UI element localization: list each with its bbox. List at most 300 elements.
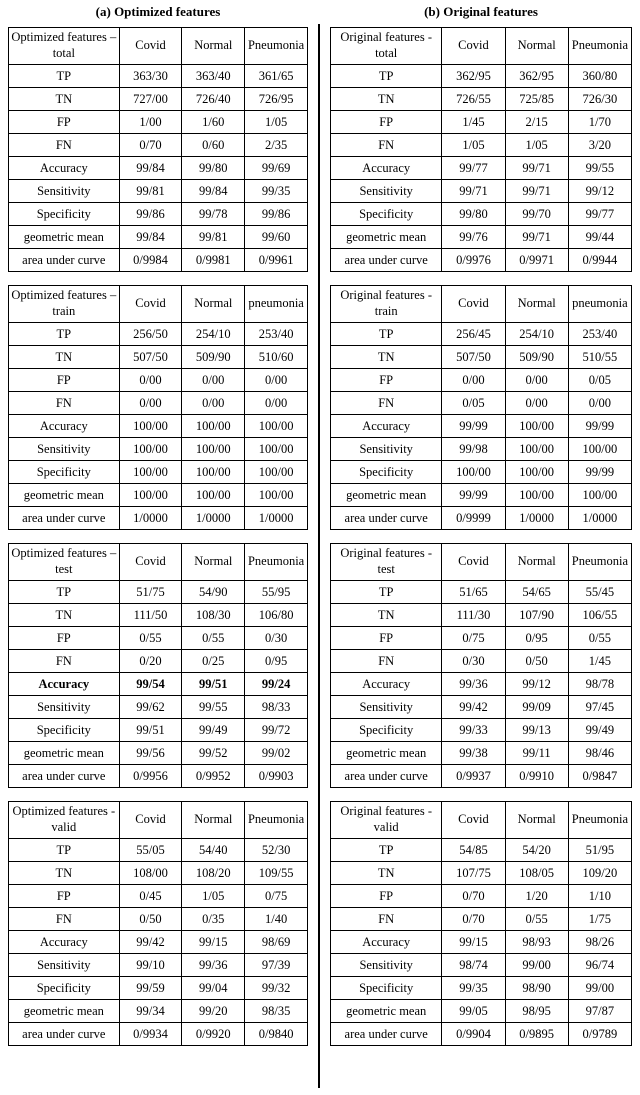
metric-value: 254/10 bbox=[505, 323, 568, 346]
header-row bbox=[9, 28, 308, 65]
metric-value: 1/45 bbox=[442, 111, 505, 134]
metric-value: 99/99 bbox=[442, 484, 505, 507]
results-table-optimized-train bbox=[8, 285, 308, 530]
metric-value: 253/40 bbox=[245, 323, 308, 346]
table-row bbox=[331, 696, 632, 719]
metric-value: 99/24 bbox=[245, 673, 308, 696]
metric-value: 0/05 bbox=[442, 392, 505, 415]
table-row bbox=[9, 111, 308, 134]
table-row bbox=[331, 1023, 632, 1046]
metric-label: TP bbox=[9, 65, 120, 88]
metric-value: 0/95 bbox=[505, 627, 568, 650]
metric-value: 97/87 bbox=[568, 1000, 631, 1023]
metric-value: 111/50 bbox=[119, 604, 182, 627]
metric-value: 55/05 bbox=[119, 839, 182, 862]
metric-label: Accuracy bbox=[331, 415, 442, 438]
metric-value: 99/76 bbox=[442, 226, 505, 249]
metric-value: 100/00 bbox=[119, 461, 182, 484]
metric-value: 100/00 bbox=[182, 484, 245, 507]
table-row bbox=[9, 484, 308, 507]
metric-value: 1/05 bbox=[245, 111, 308, 134]
table-row bbox=[9, 696, 308, 719]
metric-value: 1/60 bbox=[182, 111, 245, 134]
metric-label: area under curve bbox=[331, 765, 442, 788]
metric-value: 1/0000 bbox=[245, 507, 308, 530]
tables-original bbox=[330, 27, 632, 1046]
metric-value: 99/38 bbox=[442, 742, 505, 765]
metric-value: 1/05 bbox=[442, 134, 505, 157]
table-row bbox=[331, 719, 632, 742]
metric-value: 99/52 bbox=[182, 742, 245, 765]
table-row bbox=[9, 507, 308, 530]
metric-value: 109/20 bbox=[568, 862, 631, 885]
metric-value: 100/00 bbox=[119, 484, 182, 507]
metric-value: 99/71 bbox=[505, 226, 568, 249]
metric-value: 99/42 bbox=[119, 931, 182, 954]
metric-value: 108/20 bbox=[182, 862, 245, 885]
metric-value: 99/12 bbox=[505, 673, 568, 696]
table-title: Original features -test bbox=[331, 544, 442, 581]
column-header: Covid bbox=[119, 286, 182, 323]
metric-value: 509/90 bbox=[182, 346, 245, 369]
metric-value: 1/40 bbox=[245, 908, 308, 931]
metric-value: 0/70 bbox=[442, 885, 505, 908]
table-row bbox=[331, 65, 632, 88]
metric-label: geometric mean bbox=[331, 742, 442, 765]
metric-label: FN bbox=[9, 908, 120, 931]
metric-value: 0/30 bbox=[442, 650, 505, 673]
header-row bbox=[331, 286, 632, 323]
metric-value: 107/90 bbox=[505, 604, 568, 627]
metric-value: 0/55 bbox=[182, 627, 245, 650]
table-row bbox=[331, 180, 632, 203]
metric-label: Accuracy bbox=[331, 157, 442, 180]
metric-value: 99/51 bbox=[119, 719, 182, 742]
metric-value: 100/00 bbox=[505, 415, 568, 438]
metric-label: FN bbox=[9, 650, 120, 673]
table-row bbox=[9, 249, 308, 272]
metric-label: Specificity bbox=[331, 977, 442, 1000]
metric-value: 0/9934 bbox=[119, 1023, 182, 1046]
table-row bbox=[9, 862, 308, 885]
metric-value: 52/30 bbox=[245, 839, 308, 862]
panel-original-features bbox=[330, 0, 632, 1059]
metric-value: 726/55 bbox=[442, 88, 505, 111]
metric-value: 1/70 bbox=[568, 111, 631, 134]
metric-value: 362/95 bbox=[442, 65, 505, 88]
table-row bbox=[9, 369, 308, 392]
metric-label: area under curve bbox=[9, 765, 120, 788]
metric-label: geometric mean bbox=[331, 484, 442, 507]
table-row bbox=[9, 226, 308, 249]
metric-label: FP bbox=[9, 627, 120, 650]
metric-value: 256/45 bbox=[442, 323, 505, 346]
metric-label: TP bbox=[331, 323, 442, 346]
metric-value: 99/78 bbox=[182, 203, 245, 226]
table-title: Original features -train bbox=[331, 286, 442, 323]
table-row bbox=[9, 461, 308, 484]
column-header: Normal bbox=[505, 286, 568, 323]
metric-value: 51/65 bbox=[442, 581, 505, 604]
metric-label: geometric mean bbox=[331, 1000, 442, 1023]
metric-value: 726/30 bbox=[568, 88, 631, 111]
metric-value: 0/00 bbox=[119, 369, 182, 392]
metric-value: 100/00 bbox=[245, 438, 308, 461]
metric-label: TN bbox=[331, 346, 442, 369]
table-title: Optimized features –train bbox=[9, 286, 120, 323]
metric-label: Specificity bbox=[331, 461, 442, 484]
metric-value: 99/13 bbox=[505, 719, 568, 742]
table-row bbox=[331, 323, 632, 346]
metric-value: 0/70 bbox=[442, 908, 505, 931]
metric-value: 99/55 bbox=[568, 157, 631, 180]
metric-value: 99/12 bbox=[568, 180, 631, 203]
metric-value: 98/26 bbox=[568, 931, 631, 954]
metric-value: 106/55 bbox=[568, 604, 631, 627]
metric-value: 98/95 bbox=[505, 1000, 568, 1023]
table-row bbox=[331, 157, 632, 180]
metric-value: 100/00 bbox=[182, 461, 245, 484]
metric-value: 108/00 bbox=[119, 862, 182, 885]
metric-value: 361/65 bbox=[245, 65, 308, 88]
metric-value: 99/77 bbox=[568, 203, 631, 226]
table-row bbox=[331, 249, 632, 272]
metric-value: 0/00 bbox=[505, 369, 568, 392]
metric-label: Accuracy bbox=[9, 673, 120, 696]
table-row bbox=[331, 111, 632, 134]
metric-label: Accuracy bbox=[9, 931, 120, 954]
metric-label: geometric mean bbox=[9, 1000, 120, 1023]
metric-label: Specificity bbox=[331, 719, 442, 742]
table-row bbox=[9, 1023, 308, 1046]
metric-label: geometric mean bbox=[9, 484, 120, 507]
metric-value: 0/60 bbox=[182, 134, 245, 157]
metric-value: 98/33 bbox=[245, 696, 308, 719]
header-row bbox=[9, 802, 308, 839]
metric-value: 107/75 bbox=[442, 862, 505, 885]
metric-value: 99/49 bbox=[568, 719, 631, 742]
metric-value: 1/00 bbox=[119, 111, 182, 134]
metric-value: 0/9895 bbox=[505, 1023, 568, 1046]
metric-value: 0/9971 bbox=[505, 249, 568, 272]
metric-value: 0/00 bbox=[568, 392, 631, 415]
metric-value: 0/9789 bbox=[568, 1023, 631, 1046]
metric-label: FP bbox=[331, 369, 442, 392]
metric-value: 0/00 bbox=[245, 392, 308, 415]
metric-value: 0/45 bbox=[119, 885, 182, 908]
table-row bbox=[331, 88, 632, 111]
metric-label: FN bbox=[9, 134, 120, 157]
metric-value: 98/35 bbox=[245, 1000, 308, 1023]
metric-label: FN bbox=[331, 134, 442, 157]
metric-value: 98/46 bbox=[568, 742, 631, 765]
column-header: Covid bbox=[119, 802, 182, 839]
metric-value: 510/55 bbox=[568, 346, 631, 369]
metric-label: TP bbox=[331, 65, 442, 88]
metric-label: TP bbox=[331, 839, 442, 862]
table-row bbox=[9, 180, 308, 203]
metric-value: 0/75 bbox=[442, 627, 505, 650]
metric-value: 0/00 bbox=[442, 369, 505, 392]
metric-value: 99/11 bbox=[505, 742, 568, 765]
metric-label: TN bbox=[9, 862, 120, 885]
metric-value: 0/00 bbox=[245, 369, 308, 392]
table-row bbox=[331, 226, 632, 249]
metric-label: TN bbox=[331, 604, 442, 627]
metric-label: Sensitivity bbox=[331, 696, 442, 719]
metric-label: FN bbox=[331, 392, 442, 415]
metric-value: 1/20 bbox=[505, 885, 568, 908]
metric-value: 99/00 bbox=[568, 977, 631, 1000]
metric-label: TN bbox=[9, 604, 120, 627]
table-row bbox=[9, 203, 308, 226]
metric-value: 99/42 bbox=[442, 696, 505, 719]
table-row bbox=[331, 765, 632, 788]
metric-label: TN bbox=[331, 862, 442, 885]
table-row bbox=[331, 673, 632, 696]
metric-value: 99/62 bbox=[119, 696, 182, 719]
metric-value: 99/10 bbox=[119, 954, 182, 977]
metric-value: 100/00 bbox=[505, 484, 568, 507]
metric-value: 55/45 bbox=[568, 581, 631, 604]
header-row bbox=[331, 544, 632, 581]
table-row bbox=[9, 742, 308, 765]
metric-value: 99/15 bbox=[182, 931, 245, 954]
table-row bbox=[331, 742, 632, 765]
metric-label: Accuracy bbox=[9, 415, 120, 438]
metric-value: 1/75 bbox=[568, 908, 631, 931]
metric-value: 0/9920 bbox=[182, 1023, 245, 1046]
metric-value: 362/95 bbox=[505, 65, 568, 88]
metric-value: 0/00 bbox=[119, 392, 182, 415]
metric-label: FP bbox=[331, 627, 442, 650]
metric-value: 96/74 bbox=[568, 954, 631, 977]
table-row bbox=[9, 839, 308, 862]
metric-label: geometric mean bbox=[9, 226, 120, 249]
metric-value: 98/69 bbox=[245, 931, 308, 954]
metric-value: 0/9847 bbox=[568, 765, 631, 788]
metric-value: 0/9999 bbox=[442, 507, 505, 530]
metric-value: 54/40 bbox=[182, 839, 245, 862]
metric-label: area under curve bbox=[331, 507, 442, 530]
table-row bbox=[9, 765, 308, 788]
metric-label: FN bbox=[9, 392, 120, 415]
metric-value: 507/50 bbox=[119, 346, 182, 369]
table-row bbox=[331, 203, 632, 226]
metric-label: Accuracy bbox=[331, 673, 442, 696]
metric-value: 99/54 bbox=[119, 673, 182, 696]
metric-value: 55/95 bbox=[245, 581, 308, 604]
metric-value: 99/34 bbox=[119, 1000, 182, 1023]
metric-value: 726/40 bbox=[182, 88, 245, 111]
metric-value: 510/60 bbox=[245, 346, 308, 369]
metric-label: FP bbox=[9, 111, 120, 134]
metric-label: Sensitivity bbox=[9, 954, 120, 977]
metric-value: 0/00 bbox=[182, 369, 245, 392]
metric-value: 51/75 bbox=[119, 581, 182, 604]
table-row bbox=[9, 157, 308, 180]
table-row bbox=[9, 581, 308, 604]
metric-value: 0/9904 bbox=[442, 1023, 505, 1046]
metric-value: 0/55 bbox=[505, 908, 568, 931]
metric-value: 0/00 bbox=[182, 392, 245, 415]
table-row bbox=[331, 507, 632, 530]
table-row bbox=[9, 134, 308, 157]
table-row bbox=[9, 438, 308, 461]
table-title: Optimized features –total bbox=[9, 28, 120, 65]
metric-value: 254/10 bbox=[182, 323, 245, 346]
column-header: Normal bbox=[182, 28, 245, 65]
metric-value: 99/84 bbox=[119, 226, 182, 249]
metric-label: area under curve bbox=[331, 1023, 442, 1046]
metric-value: 99/04 bbox=[182, 977, 245, 1000]
metric-label: geometric mean bbox=[9, 742, 120, 765]
metric-label: TP bbox=[9, 839, 120, 862]
results-table-optimized-test bbox=[8, 543, 308, 788]
metric-value: 99/59 bbox=[119, 977, 182, 1000]
column-header: Covid bbox=[442, 544, 505, 581]
metric-value: 99/77 bbox=[442, 157, 505, 180]
metric-label: Sensitivity bbox=[331, 954, 442, 977]
metric-value: 0/9952 bbox=[182, 765, 245, 788]
metric-label: TN bbox=[9, 346, 120, 369]
metric-value: 99/81 bbox=[119, 180, 182, 203]
metric-value: 99/70 bbox=[505, 203, 568, 226]
metric-value: 99/84 bbox=[182, 180, 245, 203]
table-row bbox=[331, 627, 632, 650]
metric-value: 1/45 bbox=[568, 650, 631, 673]
table-row bbox=[331, 415, 632, 438]
metric-value: 99/81 bbox=[182, 226, 245, 249]
metric-value: 99/05 bbox=[442, 1000, 505, 1023]
metric-label: Specificity bbox=[9, 203, 120, 226]
metric-value: 1/0000 bbox=[119, 507, 182, 530]
metric-value: 51/95 bbox=[568, 839, 631, 862]
metric-value: 100/00 bbox=[442, 461, 505, 484]
metric-value: 99/36 bbox=[442, 673, 505, 696]
table-title: Optimized features –test bbox=[9, 544, 120, 581]
table-title: Original features -total bbox=[331, 28, 442, 65]
table-row bbox=[331, 461, 632, 484]
metric-label: Sensitivity bbox=[9, 696, 120, 719]
table-row bbox=[9, 977, 308, 1000]
metric-value: 99/99 bbox=[568, 415, 631, 438]
metric-value: 99/20 bbox=[182, 1000, 245, 1023]
metric-value: 0/55 bbox=[568, 627, 631, 650]
metric-label: FN bbox=[331, 650, 442, 673]
table-row bbox=[9, 627, 308, 650]
column-header: Normal bbox=[505, 544, 568, 581]
results-table-original-train bbox=[330, 285, 632, 530]
metric-value: 0/50 bbox=[505, 650, 568, 673]
column-header: Pneumonia bbox=[568, 802, 631, 839]
metric-value: 99/32 bbox=[245, 977, 308, 1000]
results-table-optimized-valid bbox=[8, 801, 308, 1046]
table-row bbox=[9, 931, 308, 954]
metric-label: TP bbox=[9, 323, 120, 346]
metric-value: 99/80 bbox=[442, 203, 505, 226]
metric-label: geometric mean bbox=[331, 226, 442, 249]
metric-label: area under curve bbox=[9, 1023, 120, 1046]
table-row bbox=[9, 88, 308, 111]
metric-value: 99/80 bbox=[182, 157, 245, 180]
metric-value: 100/00 bbox=[182, 415, 245, 438]
table-row bbox=[331, 346, 632, 369]
panel-caption-b: (b) Original features bbox=[424, 4, 538, 19]
metric-value: 0/70 bbox=[119, 134, 182, 157]
table-row bbox=[9, 719, 308, 742]
panel-caption-a: (a) Optimized features bbox=[95, 4, 221, 19]
header-row bbox=[9, 544, 308, 581]
metric-value: 99/71 bbox=[505, 180, 568, 203]
metric-label: Sensitivity bbox=[331, 438, 442, 461]
table-row bbox=[331, 885, 632, 908]
metric-value: 99/35 bbox=[442, 977, 505, 1000]
column-header: Covid bbox=[442, 286, 505, 323]
metric-value: 363/30 bbox=[119, 65, 182, 88]
metric-label: TN bbox=[9, 88, 120, 111]
metric-value: 1/0000 bbox=[568, 507, 631, 530]
metric-label: FP bbox=[331, 885, 442, 908]
metric-value: 98/78 bbox=[568, 673, 631, 696]
metric-value: 0/20 bbox=[119, 650, 182, 673]
metric-value: 0/9903 bbox=[245, 765, 308, 788]
table-row bbox=[9, 673, 308, 696]
metric-value: 3/20 bbox=[568, 134, 631, 157]
metric-value: 1/05 bbox=[505, 134, 568, 157]
metric-value: 0/9956 bbox=[119, 765, 182, 788]
tables-optimized bbox=[8, 27, 308, 1046]
column-header: pneumonia bbox=[245, 286, 308, 323]
results-table-original-test bbox=[330, 543, 632, 788]
metric-label: TP bbox=[9, 581, 120, 604]
metric-value: 106/80 bbox=[245, 604, 308, 627]
metric-value: 363/40 bbox=[182, 65, 245, 88]
metric-value: 100/00 bbox=[245, 415, 308, 438]
metric-value: 360/80 bbox=[568, 65, 631, 88]
table-row bbox=[331, 134, 632, 157]
metric-value: 0/30 bbox=[245, 627, 308, 650]
column-header: Covid bbox=[442, 28, 505, 65]
metric-label: Specificity bbox=[9, 461, 120, 484]
metric-value: 99/51 bbox=[182, 673, 245, 696]
table-row bbox=[9, 392, 308, 415]
metric-value: 98/93 bbox=[505, 931, 568, 954]
metric-value: 99/69 bbox=[245, 157, 308, 180]
metric-value: 100/00 bbox=[245, 461, 308, 484]
metric-value: 99/36 bbox=[182, 954, 245, 977]
metric-value: 1/10 bbox=[568, 885, 631, 908]
metric-label: Accuracy bbox=[9, 157, 120, 180]
table-row bbox=[9, 415, 308, 438]
metric-value: 0/9984 bbox=[119, 249, 182, 272]
metric-value: 54/90 bbox=[182, 581, 245, 604]
metric-value: 99/99 bbox=[442, 415, 505, 438]
table-row bbox=[331, 954, 632, 977]
metric-value: 2/35 bbox=[245, 134, 308, 157]
column-header: Normal bbox=[505, 802, 568, 839]
table-title: Original features -valid bbox=[331, 802, 442, 839]
metric-value: 111/30 bbox=[442, 604, 505, 627]
metric-value: 98/90 bbox=[505, 977, 568, 1000]
metric-value: 100/00 bbox=[568, 484, 631, 507]
table-row bbox=[331, 650, 632, 673]
metric-value: 1/0000 bbox=[505, 507, 568, 530]
metric-value: 99/98 bbox=[442, 438, 505, 461]
metric-value: 2/15 bbox=[505, 111, 568, 134]
metric-value: 99/35 bbox=[245, 180, 308, 203]
table-row bbox=[9, 604, 308, 627]
